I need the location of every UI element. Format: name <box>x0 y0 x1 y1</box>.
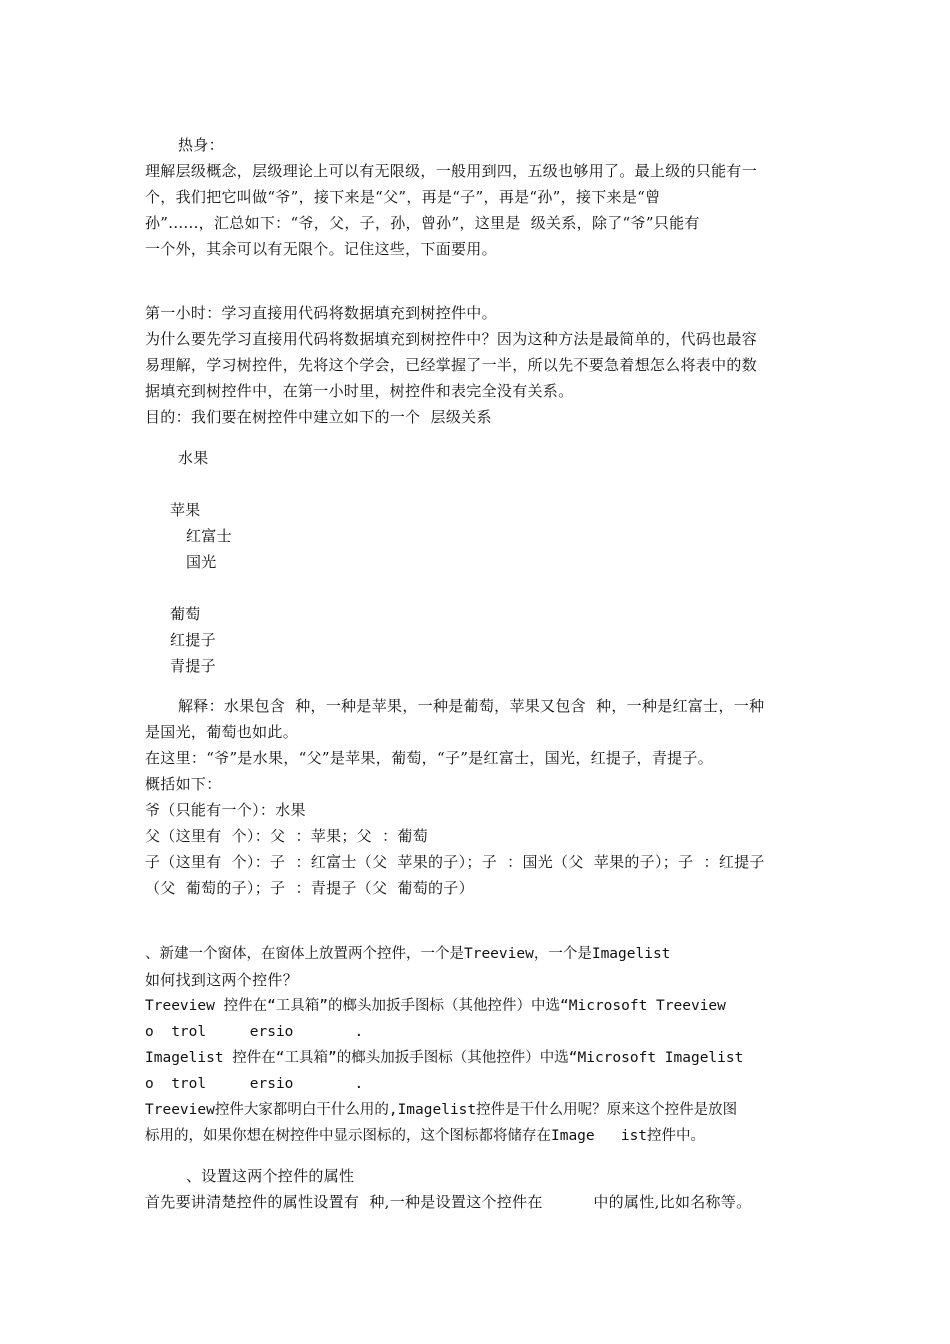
tree-leaf-hongtizi: 红提子 <box>170 631 216 649</box>
tree-root: 水果 <box>178 449 209 467</box>
step1-line-3: Treeview 控件在“工具箱”的榔头加扳手图标（其他控件）中选“Microsoft Treeview <box>145 998 726 1014</box>
hour1-line-3: 据填充到树控件中，在第一小时里，树控件和表完全没有关系。 <box>145 382 574 400</box>
explain-line-5: 爷（只能有一个）：水果 <box>145 801 306 819</box>
step1-line-6: o trol ersio . <box>145 1076 364 1092</box>
warmup-heading: 热身： <box>178 136 224 154</box>
step1-line-7: Treeview控件大家都明白干什么用的,Imagelist控件是干什么用呢？原来这个控件是放图 <box>145 1102 738 1118</box>
step1-line-1: 、新建一个窗体，在窗体上放置两个控件，一个是Treeview，一个是Imagelist <box>145 946 671 962</box>
hour1-goal: 目的：我们要在树控件中建立如下的一个 层级关系 <box>145 408 492 426</box>
step1-line-8: 标用的，如果你想在树控件中显示图标的，这个图标都将储存在Image ist控件中。 <box>145 1128 706 1144</box>
warmup-line-4: 一个外，其余可以有无限个。记住这些，下面要用。 <box>145 240 497 258</box>
tree-leaf-guoguang: 国光 <box>186 553 217 571</box>
hour1-line-2: 易理解，学习树控件，先将这个学会，已经掌握了一半，所以先不要急着想怎么将表中的数 <box>145 356 758 374</box>
hour1-line-1: 为什么要先学习直接用代码将数据填充到树控件中？因为这种方法是最简单的，代码也最容 <box>145 330 758 348</box>
warmup-line-1: 理解层级概念，层级理论上可以有无限级，一般用到四，五级也够用了。最上级的只能有一 <box>145 162 758 180</box>
tree-node-grape: 葡萄 <box>170 605 201 623</box>
explain-line-2: 是国光，葡萄也如此。 <box>145 723 299 741</box>
explain-line-7: 子（这里有 个）：子 ：红富士（父 苹果的子）；子 ：国光（父 苹果的子）；子 ：红提子 <box>145 853 765 871</box>
hour1-title: 第一小时：学习直接用代码将数据填充到树控件中。 <box>145 304 497 322</box>
explain-line-3: 在这里：“爷”是水果，“父”是苹果，葡萄，“子”是红富士，国光，红提子，青提子。 <box>145 749 714 767</box>
tree-leaf-qingtizi: 青提子 <box>170 657 216 675</box>
step1-line-2: 如何找到这两个控件？ <box>145 971 299 989</box>
tree-node-apple: 苹果 <box>170 501 201 519</box>
tree-leaf-hongfushi: 红富士 <box>186 527 232 545</box>
step1-line-4: o trol ersio . <box>145 1024 364 1040</box>
explain-line-8: （父 葡萄的子）；子 ：青提子（父 葡萄的子） <box>145 879 474 897</box>
warmup-line-2: 个，我们把它叫做“爷”，接下来是“父”，再是“子”，再是“孙”，接下来是“曾 <box>145 188 661 206</box>
step2-line: 首先要讲清楚控件的属性设置有 种,一种是设置这个控件在 中的属性,比如名称等。 <box>145 1193 752 1211</box>
step1-line-5: Imagelist 控件在“工具箱”的榔头加扳手图标（其他控件）中选“Microsoft Imagelist <box>145 1050 744 1066</box>
warmup-line-3: 孙”......，汇总如下：“爷，父，子，孙，曾孙”，这里是 级关系，除了“爷”只能有 <box>145 214 700 232</box>
step2-title: 、设置这两个控件的属性 <box>186 1167 355 1185</box>
explain-line-1: 解释：水果包含 种，一种是苹果，一种是葡萄，苹果又包含 种，一种是红富士，一种 <box>178 697 765 715</box>
explain-line-4: 概括如下： <box>145 775 222 793</box>
explain-line-6: 父（这里有 个）：父 ：苹果；父 ：葡萄 <box>145 827 429 845</box>
